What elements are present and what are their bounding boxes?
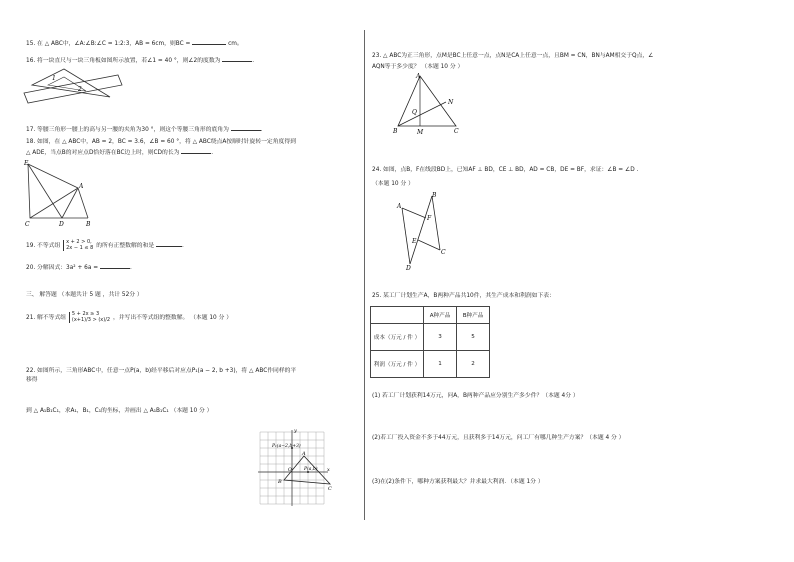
answer-blank[interactable] [100, 262, 130, 269]
point-d-label: D [406, 265, 411, 270]
table-row [371, 324, 490, 351]
table-cell: 5 [457, 324, 490, 351]
sys-line-1: 5 + 2x ≥ 3 [71, 311, 100, 317]
point-c-label: C [25, 221, 30, 228]
point-a-label: A [416, 73, 421, 80]
question-22-line1: 22. 如图所示，三角形ABC中，任意一点P(a，b)经平移后对应点P₁(a − 2, b +3)，将 △ ABC作同样的平 [26, 368, 297, 374]
point-e-label: E [24, 160, 29, 167]
sys-line-2: (x+1)/3 > (x)/2 [71, 316, 111, 323]
question-25-1: (1) 若工厂计划获利14万元，问A，B两种产品应分别生产多少件？（本题 4分 ） [372, 393, 579, 399]
question-23-line1: 23. △ ABC为正三角形，点M是BC上任意一点，点N是CA上任意一点，且BM = CN，BN与AM相交于Q点，∠ [372, 53, 654, 59]
point-m-label: M [417, 129, 424, 136]
question-25-2: (2)若工厂投入资金不多于44万元，且获利多于14万元，问工厂有哪几种生产方案？（本题 4 分 ） [372, 435, 625, 441]
question-19-pre: 19. 不等式组 [26, 243, 61, 249]
question-22-cont2 [26, 407, 212, 415]
point-a-label: A [302, 451, 306, 457]
question-17-text: 17. 等腰三角形一腰上的高与另一腰的夹角为30 °，则这个等腰三角形的底角为 [26, 127, 229, 133]
y-axis-label: y [294, 428, 297, 434]
point-n-label: N [448, 99, 454, 106]
table-row [371, 351, 490, 378]
point-b-label: B [432, 192, 437, 199]
question-24-line2: （本题 10 分 ） [372, 181, 414, 187]
point-q-label: Q [412, 109, 417, 116]
answer-blank[interactable] [192, 38, 226, 45]
point-f-label: F [427, 215, 432, 222]
point-b-label: B [86, 221, 91, 228]
question-18-cont: △ ADE，当点B的对应点D恰好落在BC边上时，则CD的长为 . [26, 147, 213, 157]
question-16: 16. 将一块直尺与一块三角板如图所示放置，若∠1 = 40 °，则∠2的度数为 . [26, 55, 254, 65]
question-15-unit: cm。 [228, 41, 243, 47]
question-22-cont [26, 376, 38, 384]
sys-line-2: 2x − 1 ≤ 8 [66, 244, 94, 251]
table-header-row [371, 307, 490, 324]
question-15 [26, 38, 243, 48]
question-24 [372, 166, 638, 174]
point-c-label: C [454, 128, 459, 135]
point-a-label: A [79, 183, 84, 190]
point-p-label: P(a,b) [304, 467, 318, 472]
figure-22-grid [252, 426, 336, 510]
question-22 [26, 367, 296, 375]
table-header-cell: B种产品 [457, 307, 490, 324]
point-c-label: C [441, 249, 446, 256]
inequality-system [69, 312, 110, 323]
question-23 [372, 52, 653, 60]
question-25-text: 25. 某工厂计划生产A，B两种产品共10件，其生产成本和利润如下表： [372, 293, 555, 299]
question-21 [26, 312, 232, 323]
figure-23-equilateral [392, 72, 464, 136]
point-d-label: D [59, 221, 64, 228]
question-18-line1: 18. 如图，在 △ ABC中，AB = 2，BC = 3.6，∠B = 60 °，将 △ ABC绕点A按顺时针旋转一定角度得到 [26, 139, 296, 145]
answer-blank[interactable] [156, 240, 182, 247]
point-p1-label: P₁(a−2,b+3) [272, 444, 301, 449]
question-18-line2: △ ADE，当点B的对应点D恰好落在BC边上时，则CD的长为 [26, 150, 180, 156]
table-cell: 1 [424, 351, 457, 378]
question-15-text: 15. 在 △ ABC中，∠A:∠B:∠C = 1:2:3，AB = 6cm，则BC = [26, 41, 191, 47]
column-divider [364, 30, 365, 520]
question-23-line2: AQN等于多少度？ （本题 10 分 ） [372, 64, 464, 70]
table-cell: 利润（万元 / 件 ） [371, 351, 424, 378]
question-17: 17. 等腰三角形一腰上的高与另一腰的夹角为30 °，则这个等腰三角形的底角为 . [26, 124, 263, 134]
question-22-line2: 移得 [26, 377, 38, 383]
question-24-cont [372, 180, 414, 188]
question-20-text: 20. 分解因式：3a² + 6a = [26, 265, 99, 271]
question-21-pre: 21. 解不等式组 [26, 315, 67, 321]
answer-blank[interactable] [181, 147, 211, 154]
point-e-label: E [412, 238, 417, 245]
answer-blank[interactable] [231, 124, 261, 131]
angle-1-label: 1 [52, 75, 56, 82]
table-cell: 3 [424, 324, 457, 351]
sys-line-1: x + 2 > 0, [66, 239, 92, 245]
question-18 [26, 138, 296, 146]
table-header-cell [371, 307, 424, 324]
point-b-label: B [393, 128, 398, 135]
angle-2-label: 2 [78, 86, 82, 93]
table-header-cell: A种产品 [424, 307, 457, 324]
question-16-text: 16. 将一块直尺与一块三角板如图所示放置，若∠1 = 40 °，则∠2的度数为 [26, 58, 221, 64]
question-25-3: (3)在(2)条件下，哪种方案获利最大？并求最大利润．（本题 1分 ） [372, 479, 544, 485]
question-22-line3: 到 △ A₁B₁C₁，求A₁，B₁，C₁的坐标，并画出 △ A₁B₁C₁ （本题 10 分 ） [26, 408, 213, 414]
question-23-cont [372, 63, 463, 71]
question-19: 19. 不等式组 x + 2 > 0, 2x − 1 ≤ 8 的所有正整数解的和是 . [26, 239, 184, 251]
figure-24-triangles [396, 190, 456, 270]
question-20: 20. 分解因式：3a² + 6a = . [26, 262, 132, 272]
point-c-label: C [328, 486, 332, 492]
figure-16-ruler-triangle [22, 63, 132, 105]
cost-profit-table [370, 306, 490, 378]
figure-18-rotation [22, 158, 102, 228]
point-b-label: B [278, 479, 282, 485]
question-21-post: ，并写出不等式组的整数解。 （本题 10 分 ） [112, 315, 233, 321]
question-24-line1: 24. 如图，点B，F在线段BD上，已知AF ⊥ BD，CE ⊥ BD，AD = CB，DE = BF，求证：∠B = ∠D . [372, 167, 639, 173]
question-19-post: 的所有正整数解的和是 [96, 243, 155, 249]
section-3-heading: 三、 解答题 （本题共计 5 题 ，共计 52分 ） [26, 292, 143, 298]
table-cell: 成本（万元 / 件 ） [371, 324, 424, 351]
point-a-label: A [397, 203, 402, 210]
origin-label: O [288, 468, 292, 473]
answer-blank[interactable] [222, 55, 252, 62]
table-cell: 2 [457, 351, 490, 378]
inequality-system [63, 240, 93, 251]
x-axis-label: x [327, 467, 330, 473]
question-25 [372, 292, 555, 300]
